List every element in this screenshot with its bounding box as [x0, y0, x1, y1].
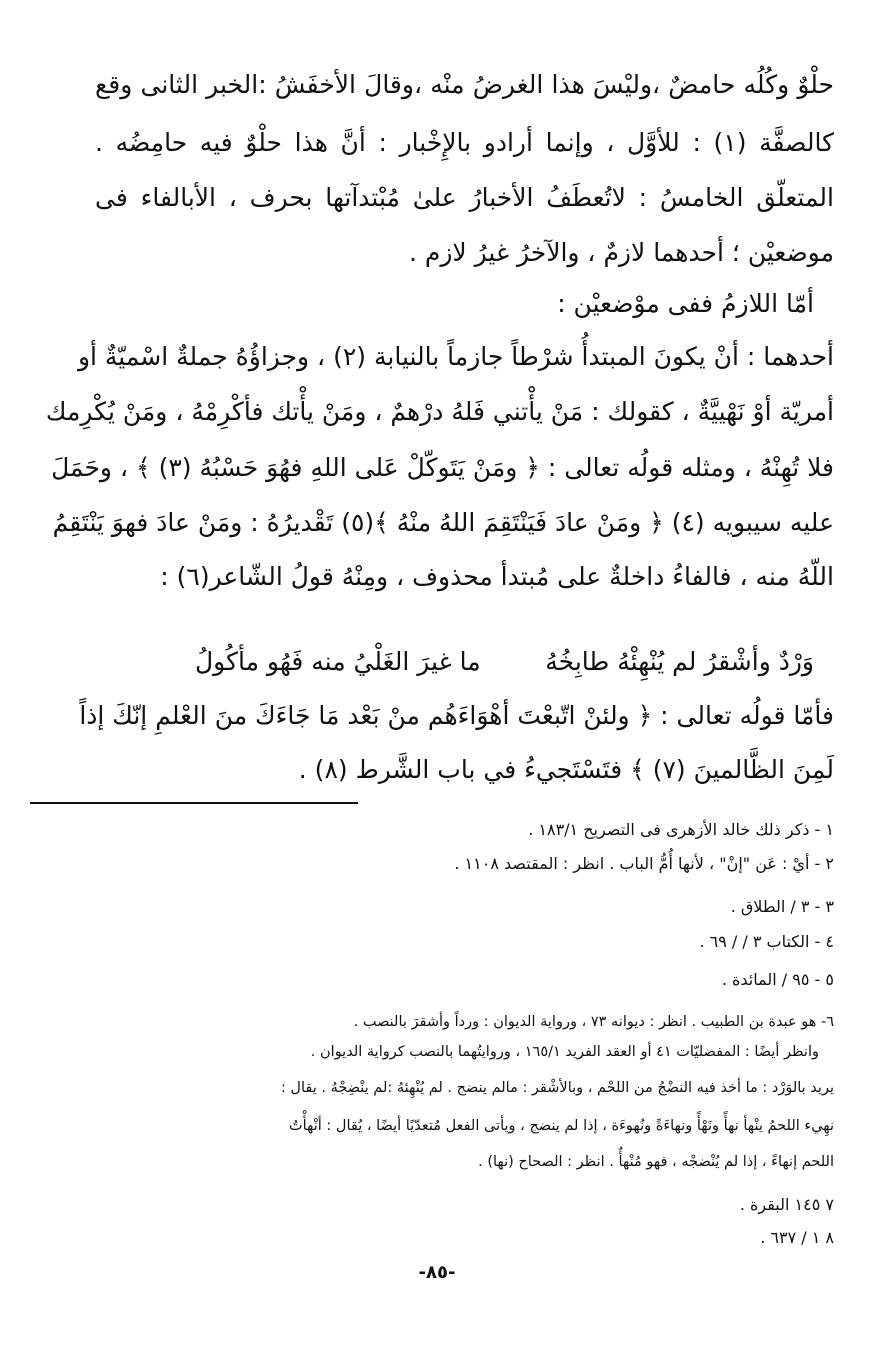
footnote-1: ١ - ذكر ذلك خالد الأزهرى فى التصريح ١٨٣/١ . — [528, 820, 834, 839]
footnote-6-cont-3: نهِيء اللحمُ ينْهأ نهأً ونَهْأً ونهاءَةً ونُهوءَة ، إذا لم ينضج ، ويأتى الفعل مُتعدّيًا أيضًا ، يُقال : أنْهأْتُ — [288, 1118, 834, 1134]
page-number: -٨٥- — [418, 1262, 456, 1283]
footnote-divider — [30, 802, 358, 804]
footnote-6-cont-1: وانظر أيضًا : المفضليّات ٤١ أو العقد الفريد ١٦٥/١ ، وروايتُهما بالنصب كرواية الديوان . — [310, 1044, 819, 1060]
footnote-6-cont-4: اللحم إنهاءً ، إذا لم يُنْضجْه ، فهو مُنْهأٌ . انظر : الصحاح (نها) . — [478, 1154, 834, 1170]
footnote-4: ٤ - الكتاب ٣ / / ٦٩ . — [699, 932, 834, 951]
body-line-1: حلْوٌ وكُلُه حامضٌ ،وليْسَ هذا الغرضُ منْه ،وقالَ الأخفَشُ :الخبر الثانى وقع — [95, 70, 834, 99]
verse-first-hemistich: وَرْدٌ وأشْقرُ لم يُنْهِئْهُ طابِخُهُ — [545, 647, 814, 676]
body-line-7: أمريّة أوْ نَهْييَّةٌ ، كقولك : مَنْ يأْتني فَلهُ درْهمٌ ، ومَنْ يأْتك فأكْرِمْهُ ، ومَنْ يُكْرِمك — [45, 397, 834, 426]
footnote-5: ٥ - ٩٥ / المائدة . — [721, 970, 834, 989]
footnote-2: ٢ - أيْ : عَن "إنْ" ، لأنها أُمُّ الباب . انظر : المقتصد ١١٠٨ . — [454, 854, 834, 873]
footnote-6-cont-2: يريد بالوَرْد : ما أخذ فيه النضْجُ من اللحْم ، وبالأشْقر : مالم ينضج . لم يُنْهِئهُ :لم ينْضِجْهُ . يقال : — [280, 1080, 834, 1096]
body-line-4: موضعيْن ؛ أحدهما لازمٌ ، والآخرُ غيرُ لازم . — [408, 238, 834, 267]
verse-second-hemistich: ما غيرَ الغَلْيُ منه فَهُو مأكُولُ — [195, 647, 481, 676]
body-line-11: فأمّا قولُه تعالى : ﴿ ولئنْ اتّبعْتَ أهْوَاءَهُم منْ بَعْد مَا جَاءَكَ منَ العْلمِ إنّكَ إذاً — [79, 701, 834, 730]
body-line-8: فلا تُهِنْهُ ، ومثله قولُه تعالى : ﴿ ومَنْ يَتَوكّلْ عَلى اللهِ فهُوَ حَسْبُهُ (٣) ﴾ ، وحَمَلَ — [51, 453, 834, 482]
body-line-6: أحدهما : أنْ يكونَ المبتدأُ شرْطاً جازماً بالنيابة (٢) ، وجزاؤُهُ جملةٌ اسْميّةٌ أو — [77, 342, 834, 371]
body-line-12: لَمِنَ الظَّالمينَ (٧) ﴾ فتَسْتَجيءُ في باب الشَّرط (٨) . — [298, 755, 834, 784]
footnote-3: ٣ - ٣ / الطلاق . — [730, 897, 834, 916]
body-line-2: كالصفَّة (١) : للأوَّل ، وإنما أرادو بالإِخْبار : أنَّ هذا حلْوٌ فيه حامِضُه . — [95, 128, 834, 157]
footnote-6: ٦- هو عبدة بن الطبيب . انظر : ديوانه ٧٣ ، ورواية الديوان : ورداً وأشقرَ بالنصب . — [353, 1014, 834, 1030]
body-line-3: المتعلّق الخامسُ : لاتُعطَفُ الأخبارُ علىٰ مُبْتدآتها بحرف ، الأبالفاء فى — [95, 183, 834, 212]
body-line-9: عليه سيبويه (٤) ﴿ ومَنْ عادَ فَيَنْتَقِمَ اللهُ منْهُ ﴾(٥) تَقْديرُهُ : ومَنْ عادَ فهوَ يَنْتَقِمُ — [52, 508, 834, 537]
body-line-10: اللّهُ منه ، فالفاءُ داخلةٌ على مُبتدأ محذوف ، ومِنْهُ قولُ الشّاعر(٦) : — [160, 562, 834, 591]
footnote-8: ٨ ١ / ٦٣٧ . — [760, 1228, 834, 1247]
footnote-7: ٧ ١٤٥ البقرة . — [739, 1195, 834, 1214]
body-line-5: أمّا اللازمُ ففى موْضعيْن : — [557, 289, 814, 318]
